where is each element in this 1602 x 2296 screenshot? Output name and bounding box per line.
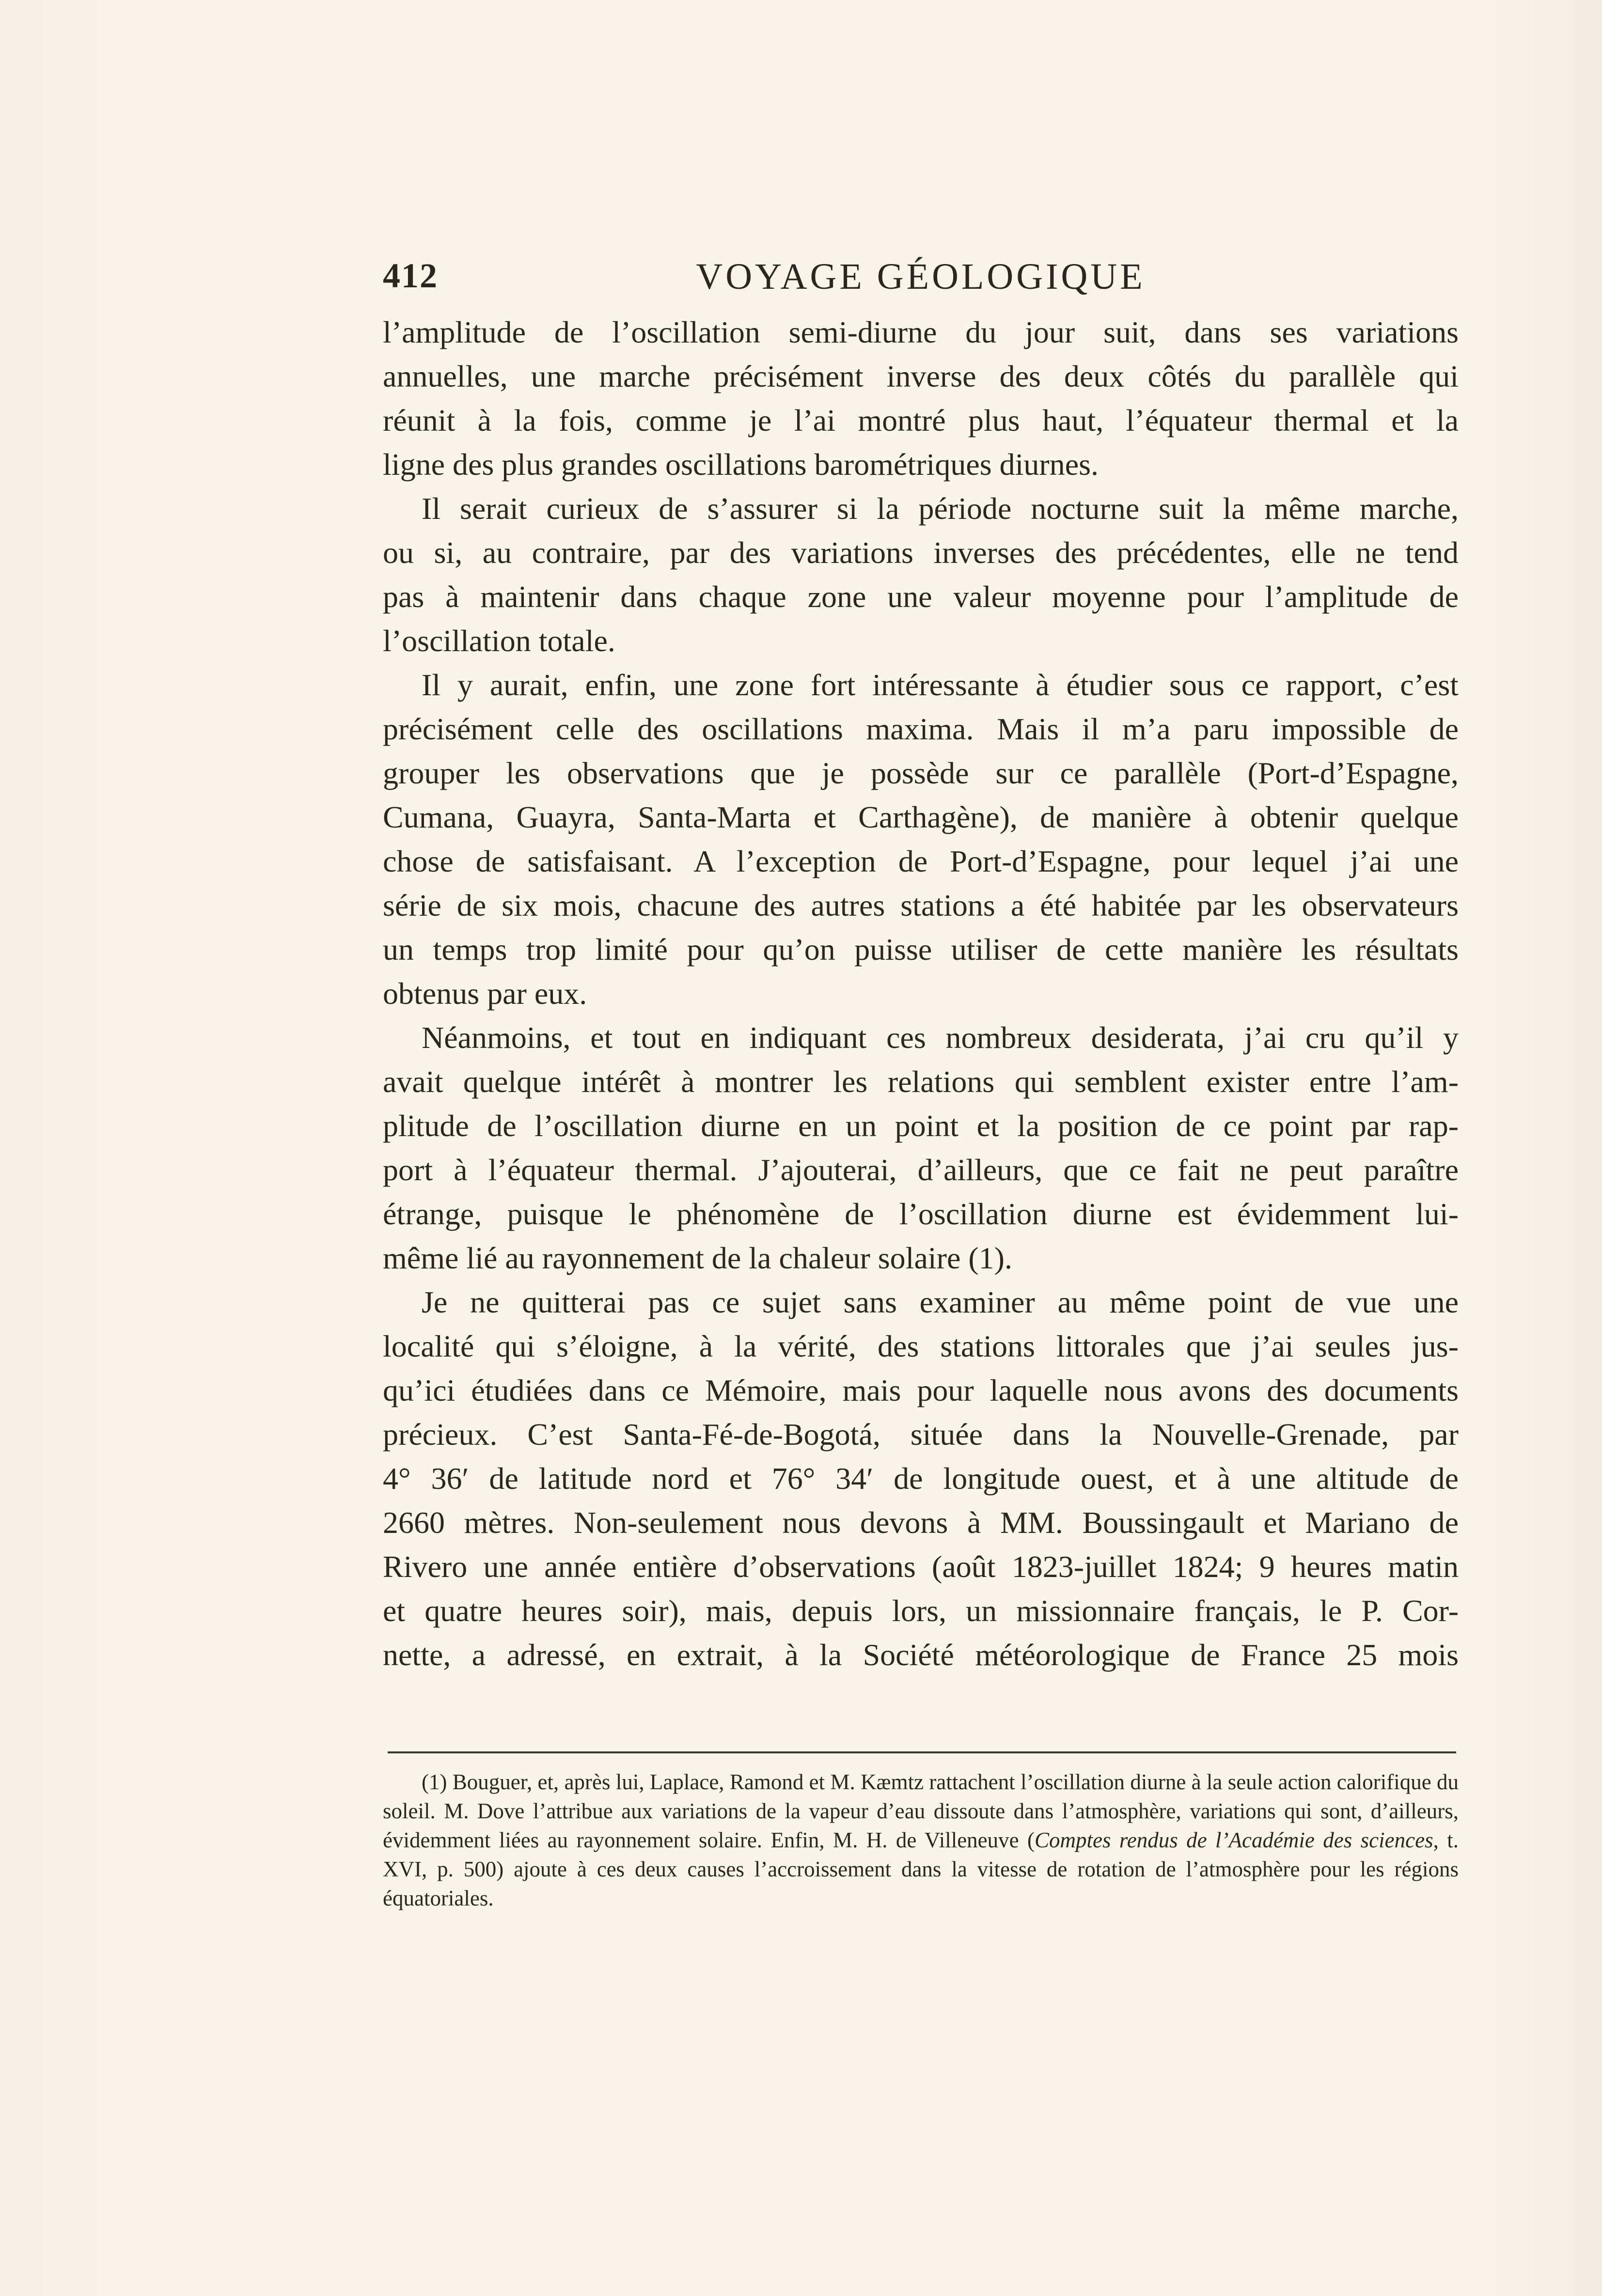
text-line: Je ne quitterai pas ce sujet sans examiner au même point de vue une xyxy=(422,1285,1459,1319)
text-line: Il serait curieux de s’assurer si la période nocturne suit la même marche, xyxy=(422,491,1459,526)
text-line: plitude de l’oscillation diurne en un point et la position de ce point par rap- xyxy=(383,1109,1459,1143)
paragraph xyxy=(383,486,1459,663)
text-line: réunit à la fois, comme je l’ai montré plus haut, l’équateur thermal et la xyxy=(383,403,1459,437)
text-line: ligne des plus grandes oscillations barométriques diurnes. xyxy=(383,447,1099,482)
text-line: série de six mois, chacune des autres stations a été habitée par les observateurs xyxy=(383,888,1459,922)
footnote-text-part: (1) Bouguer, et, après lui, Laplace, Ramond et M. Kæmtz rattachent l’oscillation diurne à la seule action calorifique du soleil. M. Dove l’attribue aux variations de la vapeur d’eau dissoute dans l’atmosphère, variations qui sont, d’ailleurs, évidemment liées au rayonnement solaire. Enfin, M. H. de Villeneuve ( xyxy=(383,1770,1459,1852)
page-number: 412 xyxy=(383,256,438,295)
text-line: obtenus par eux. xyxy=(383,976,587,1011)
text-line: qu’ici étudiées dans ce Mémoire, mais pour laquelle nous avons des documents xyxy=(383,1373,1459,1407)
paragraph xyxy=(383,1280,1459,1677)
text-line: pas à maintenir dans chaque zone une valeur moyenne pour l’amplitude de xyxy=(383,579,1459,614)
text-line: chose de satisfaisant. A l’exception de Port-d’Espagne, pour lequel j’ai une xyxy=(383,844,1459,878)
text-line: Cumana, Guayra, Santa-Marta et Carthagène), de manière à obtenir quelque xyxy=(383,800,1459,834)
text-line: un temps trop limité pour qu’on puisse utiliser de cette manière les résultats xyxy=(383,932,1459,967)
text-line: précisément celle des oscillations maxima. Mais il m’a paru impossible de xyxy=(383,712,1459,746)
footnote-text-part: , t. XVI, p. 500) ajoute à ces deux causes l’accroissement dans la vitesse de rotation de l’atmosphère pour les régions équatoriales. xyxy=(383,1828,1459,1910)
text-line: l’amplitude de l’oscillation semi-diurne du jour suit, dans ses variations xyxy=(383,315,1459,349)
paragraph xyxy=(383,310,1459,486)
text-line: même lié au rayonnement de la chaleur solaire (1). xyxy=(383,1241,1012,1275)
paragraph xyxy=(383,1015,1459,1280)
text-line: Rivero une année entière d’observations (août 1823-juillet 1824; 9 heures matin xyxy=(383,1549,1459,1584)
text-line: Il y aurait, enfin, une zone fort intéressante à étudier sous ce rapport, c’est xyxy=(422,668,1459,702)
running-title: VOYAGE GÉOLOGIQUE xyxy=(696,256,1146,297)
footnote-citation-italic: Comptes rendus de l’Académie des sciences xyxy=(1035,1828,1433,1852)
text-line: 4° 36′ de latitude nord et 76° 34′ de longitude ouest, et à une altitude de xyxy=(383,1461,1459,1496)
text-line: annuelles, une marche précisément inverse des deux côtés du parallèle qui xyxy=(383,359,1459,393)
text-line: port à l’équateur thermal. J’ajouterai, d’ailleurs, que ce fait ne peut paraître xyxy=(383,1153,1459,1187)
text-line: localité qui s’éloigne, à la vérité, des stations littorales que j’ai seules jus- xyxy=(383,1329,1459,1363)
footnote xyxy=(383,1767,1459,1913)
text-line: précieux. C’est Santa-Fé-de-Bogotá, située dans la Nouvelle-Grenade, par xyxy=(383,1417,1459,1452)
paragraph xyxy=(383,663,1459,1015)
text-line: ou si, au contraire, par des variations inverses des précédentes, elle ne tend xyxy=(383,535,1459,570)
footnote-text xyxy=(383,1767,1459,1913)
text-line: l’oscillation totale. xyxy=(383,624,615,658)
text-line: étrange, puisque le phénomène de l’oscillation diurne est évidemment lui- xyxy=(383,1197,1459,1231)
body-text xyxy=(383,310,1459,1677)
text-line: avait quelque intérêt à montrer les relations qui semblent exister entre l’am- xyxy=(383,1064,1459,1099)
footnote-divider xyxy=(388,1751,1456,1753)
running-head xyxy=(383,256,1459,299)
text-line: grouper les observations que je possède sur ce parallèle (Port-d’Espagne, xyxy=(383,756,1459,790)
text-line: et quatre heures soir), mais, depuis lors, un missionnaire français, le P. Cor- xyxy=(383,1593,1459,1628)
text-line: 2660 mètres. Non-seulement nous devons à MM. Boussingault et Mariano de xyxy=(383,1505,1459,1540)
text-line: nette, a adressé, en extrait, à la Société météorologique de France 25 mois xyxy=(383,1638,1459,1672)
text-line: Néanmoins, et tout en indiquant ces nombreux desiderata, j’ai cru qu’il y xyxy=(422,1020,1459,1055)
